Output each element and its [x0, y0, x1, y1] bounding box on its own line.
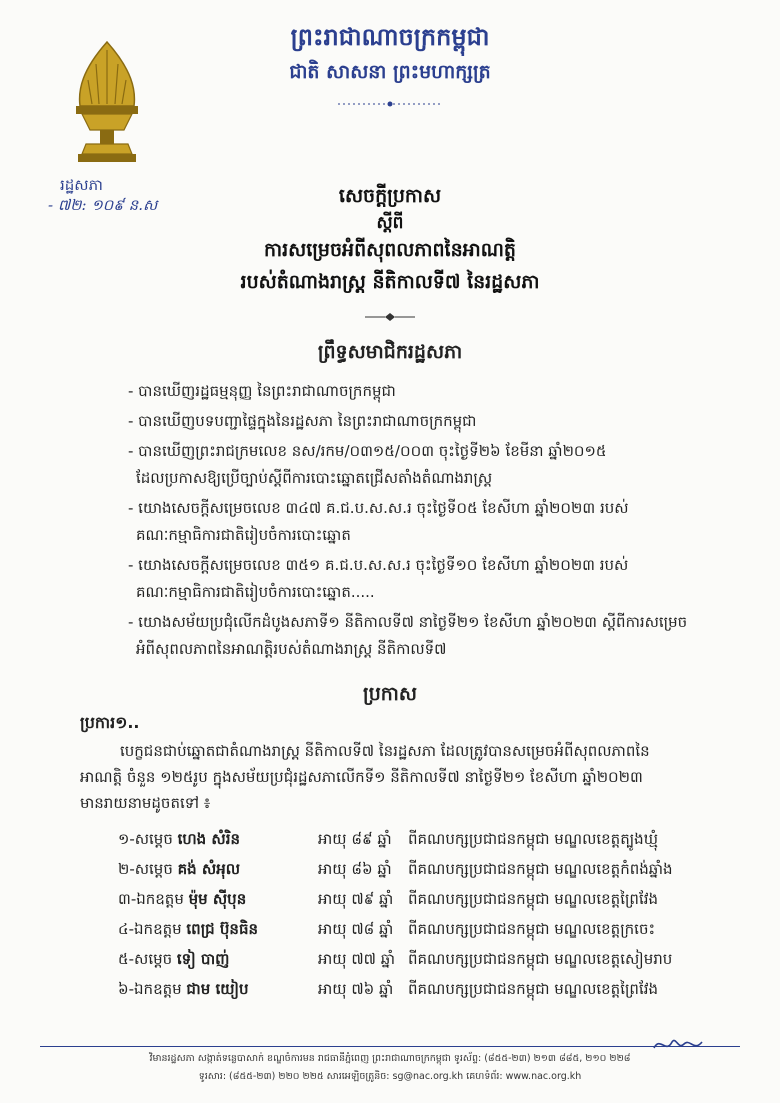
- list-item: [128, 552, 728, 606]
- considerations-list: [128, 378, 728, 666]
- member-party: ពីគណបក្សប្រជាជនកម្ពុជា មណ្ឌលខេត្តកំពង់ឆ្នាំង: [408, 860, 673, 878]
- member-age: អាយុ ៧៧ ឆ្នាំ: [318, 950, 395, 968]
- members-list: [118, 826, 728, 1006]
- document-title-about: ស្តីពី: [376, 213, 404, 233]
- member-title: ៦-ឯកឧត្តម: [118, 980, 182, 998]
- member-name-cell: [118, 920, 318, 942]
- article-line: អាណត្តិ ចំនួន ១២៥រូប ក្នុងសម័យប្រជុំរដ្ឋសភាលើកទី១ នីតិកាលទី៧ នាថ្ងៃទី២១ ខែសីហា ឆ្នាំ២០២៣: [80, 768, 643, 786]
- kingdom-title: ព្រះរាជាណាចក្រកម្ពុជា: [290, 22, 490, 51]
- consideration-text: - បានឃើញរដ្ឋធម្មនុញ្ញ នៃព្រះរាជាណាចក្រកម្ពុជា: [128, 382, 396, 400]
- member-party: ពីគណបក្សប្រជាជនកម្ពុជា មណ្ឌលខេត្តសៀមរាប: [408, 950, 673, 968]
- member-name-cell: [118, 830, 318, 852]
- article-line: មានរាយនាមដូចតទៅ ៖: [80, 794, 211, 812]
- footer-contact: ទូរសារ: (៨៥៥-២៣) ២២០ ២២៥ សារអេឡិចត្រូនិច: sg@nac.org.kh គេហទំព័រ: www.nac.org.kh: [198, 1071, 582, 1082]
- national-emblem-icon: [66, 40, 148, 170]
- consideration-text: - បានឃើញព្រះរាជក្រមលេខ នស/រកម/០៣១៥/០០៣ ចុះថ្ងៃទី២៦ ខែមីនា ឆ្នាំ២០១៥: [128, 442, 607, 460]
- member-name: ជាម យៀប: [186, 980, 249, 998]
- consideration-continuation: អំពីសុពលភាពនៃអាណត្តិរបស់តំណាងរាស្ត្រ នីតិកាលទី៧: [136, 640, 447, 658]
- national-motto: ជាតិ សាសនា ព្រះមហាក្សត្រ: [289, 61, 491, 83]
- member-title: ៤-ឯកឧត្តម: [118, 920, 182, 938]
- consideration-text: - បានឃើញបទបញ្ជាផ្ទៃក្នុងនៃរដ្ឋសភា នៃព្រះរាជាណាចក្រកម្ពុជា: [128, 412, 477, 430]
- list-item: [118, 856, 728, 886]
- article-label: ប្រការ១..: [80, 713, 140, 732]
- member-title: ១-សម្តេច: [118, 830, 173, 848]
- title-ornament-icon: [365, 312, 415, 322]
- list-item: [118, 916, 728, 946]
- member-age: អាយុ ៧៨ ឆ្នាំ: [318, 920, 394, 938]
- member-party: ពីគណបក្សប្រជាជនកម្ពុជា មណ្ឌលខេត្តព្រៃវែង: [408, 980, 658, 998]
- consideration-text: - យោងសម័យប្រជុំលើកដំបូងសភាទី១ នីតិកាលទី៧ នាថ្ងៃទី២១ ខែសីហា ឆ្នាំ២០២៣ ស្តីពីការសម្រេច: [128, 613, 688, 631]
- member-age: អាយុ ៧៦ ឆ្នាំ: [318, 980, 394, 998]
- article-paragraph: [80, 738, 720, 816]
- consideration-continuation: គណៈកម្មាធិការជាតិរៀបចំការបោះឆ្នោត: [136, 526, 351, 544]
- declaration-title: ប្រកាស: [363, 683, 417, 705]
- article-line: បេក្ខជនជាប់ឆ្នោតជាតំណាងរាស្ត្រ នីតិកាលទី៧ នៃរដ្ឋសភា ដែលត្រូវបានសម្រេចអំពីសុពលភាពនៃ: [120, 742, 650, 760]
- document-subject-line2: របស់តំណាងរាស្ត្រ នីតិកាលទី៧ នៃរដ្ឋសភា: [240, 271, 540, 293]
- list-item: [118, 946, 728, 976]
- member-age: អាយុ ៨៦ ឆ្នាំ: [318, 860, 392, 878]
- member-title: ៥-សម្តេច: [118, 950, 173, 968]
- divider-ornament-icon: [338, 100, 442, 108]
- member-name-cell: [118, 980, 318, 1002]
- member-party: ពីគណបក្សប្រជាជនកម្ពុជា មណ្ឌលខេត្តក្រចេះ: [408, 920, 656, 938]
- member-party: ពីគណបក្សប្រជាជនកម្ពុជា មណ្ឌលខេត្តព្រៃវែង: [408, 890, 658, 908]
- member-name-cell: [118, 860, 318, 882]
- reference-number: - ៧២: ១០៩ ន.ស: [48, 196, 158, 214]
- member-name-cell: [118, 950, 318, 972]
- member-party: ពីគណបក្សប្រជាជនកម្ពុជា មណ្ឌលខេត្តត្បូងឃ្មុំ: [408, 830, 658, 848]
- list-item: [128, 408, 728, 435]
- member-name: គង់ សំអុល: [177, 860, 240, 878]
- member-title: ២-សម្តេច: [118, 860, 173, 878]
- list-item: [118, 826, 728, 856]
- list-item: [118, 976, 728, 1006]
- member-name: ពេជ្រ ប៊ុនធិន: [186, 920, 259, 938]
- section-title: ព្រឹទ្ធសមាជិករដ្ឋសភា: [317, 341, 463, 363]
- member-age: អាយុ ៧៩ ឆ្នាំ: [318, 890, 394, 908]
- document-subject-line1: ការសម្រេចអំពីសុពលភាពនៃអាណត្តិ: [264, 239, 516, 261]
- consideration-text: - យោងសេចក្តីសម្រេចលេខ ៣៤៧ គ.ជ.ប.ស.ស.រ ចុះថ្ងៃទី០៥ ខែសីហា ឆ្នាំ២០២៣ របស់: [128, 499, 629, 517]
- document-title: សេចក្តីប្រកាស: [338, 185, 442, 207]
- list-item: [128, 495, 728, 549]
- member-title: ៣-ឯកឧត្តម: [118, 890, 184, 908]
- member-name-cell: [118, 890, 318, 912]
- member-name: ទៀ បាញ់: [176, 950, 230, 968]
- consideration-continuation: ដែលប្រកាសឱ្យប្រើច្បាប់ស្តីពីការបោះឆ្នោតជ្រើសតាំងតំណាងរាស្ត្រ: [136, 469, 493, 487]
- footer-address: វិមានរដ្ឋសភា សង្កាត់ទន្លេបាសាក់ ខណ្ឌចំការមន រាជធានីភ្នំពេញ ព្រះរាជាណាចក្រកម្ពុជា ទូរស័ព្ទ: (៨៥៥-២៣) ២១៣ ៨៨៥, ២១០ ២២៨: [149, 1053, 631, 1064]
- list-item: [118, 886, 728, 916]
- issuer-name: រដ្ឋសភា: [60, 176, 103, 194]
- footer-divider: [40, 1046, 740, 1047]
- consideration-text: - យោងសេចក្តីសម្រេចលេខ ៣៥១ គ.ជ.ប.ស.ស.រ ចុះថ្ងៃទី១០ ខែសីហា ឆ្នាំ២០២៣ របស់: [128, 556, 629, 574]
- member-name: ម៉ុម ស៊ីបុន: [188, 890, 247, 908]
- list-item: [128, 378, 728, 405]
- member-name: ហេង សំរិន: [177, 830, 240, 848]
- list-item: [128, 438, 728, 492]
- list-item: [128, 609, 728, 663]
- consideration-continuation: គណៈកម្មាធិការជាតិរៀបចំការបោះឆ្នោត.....: [136, 583, 375, 601]
- member-age: អាយុ ៨៩ ឆ្នាំ: [318, 830, 392, 848]
